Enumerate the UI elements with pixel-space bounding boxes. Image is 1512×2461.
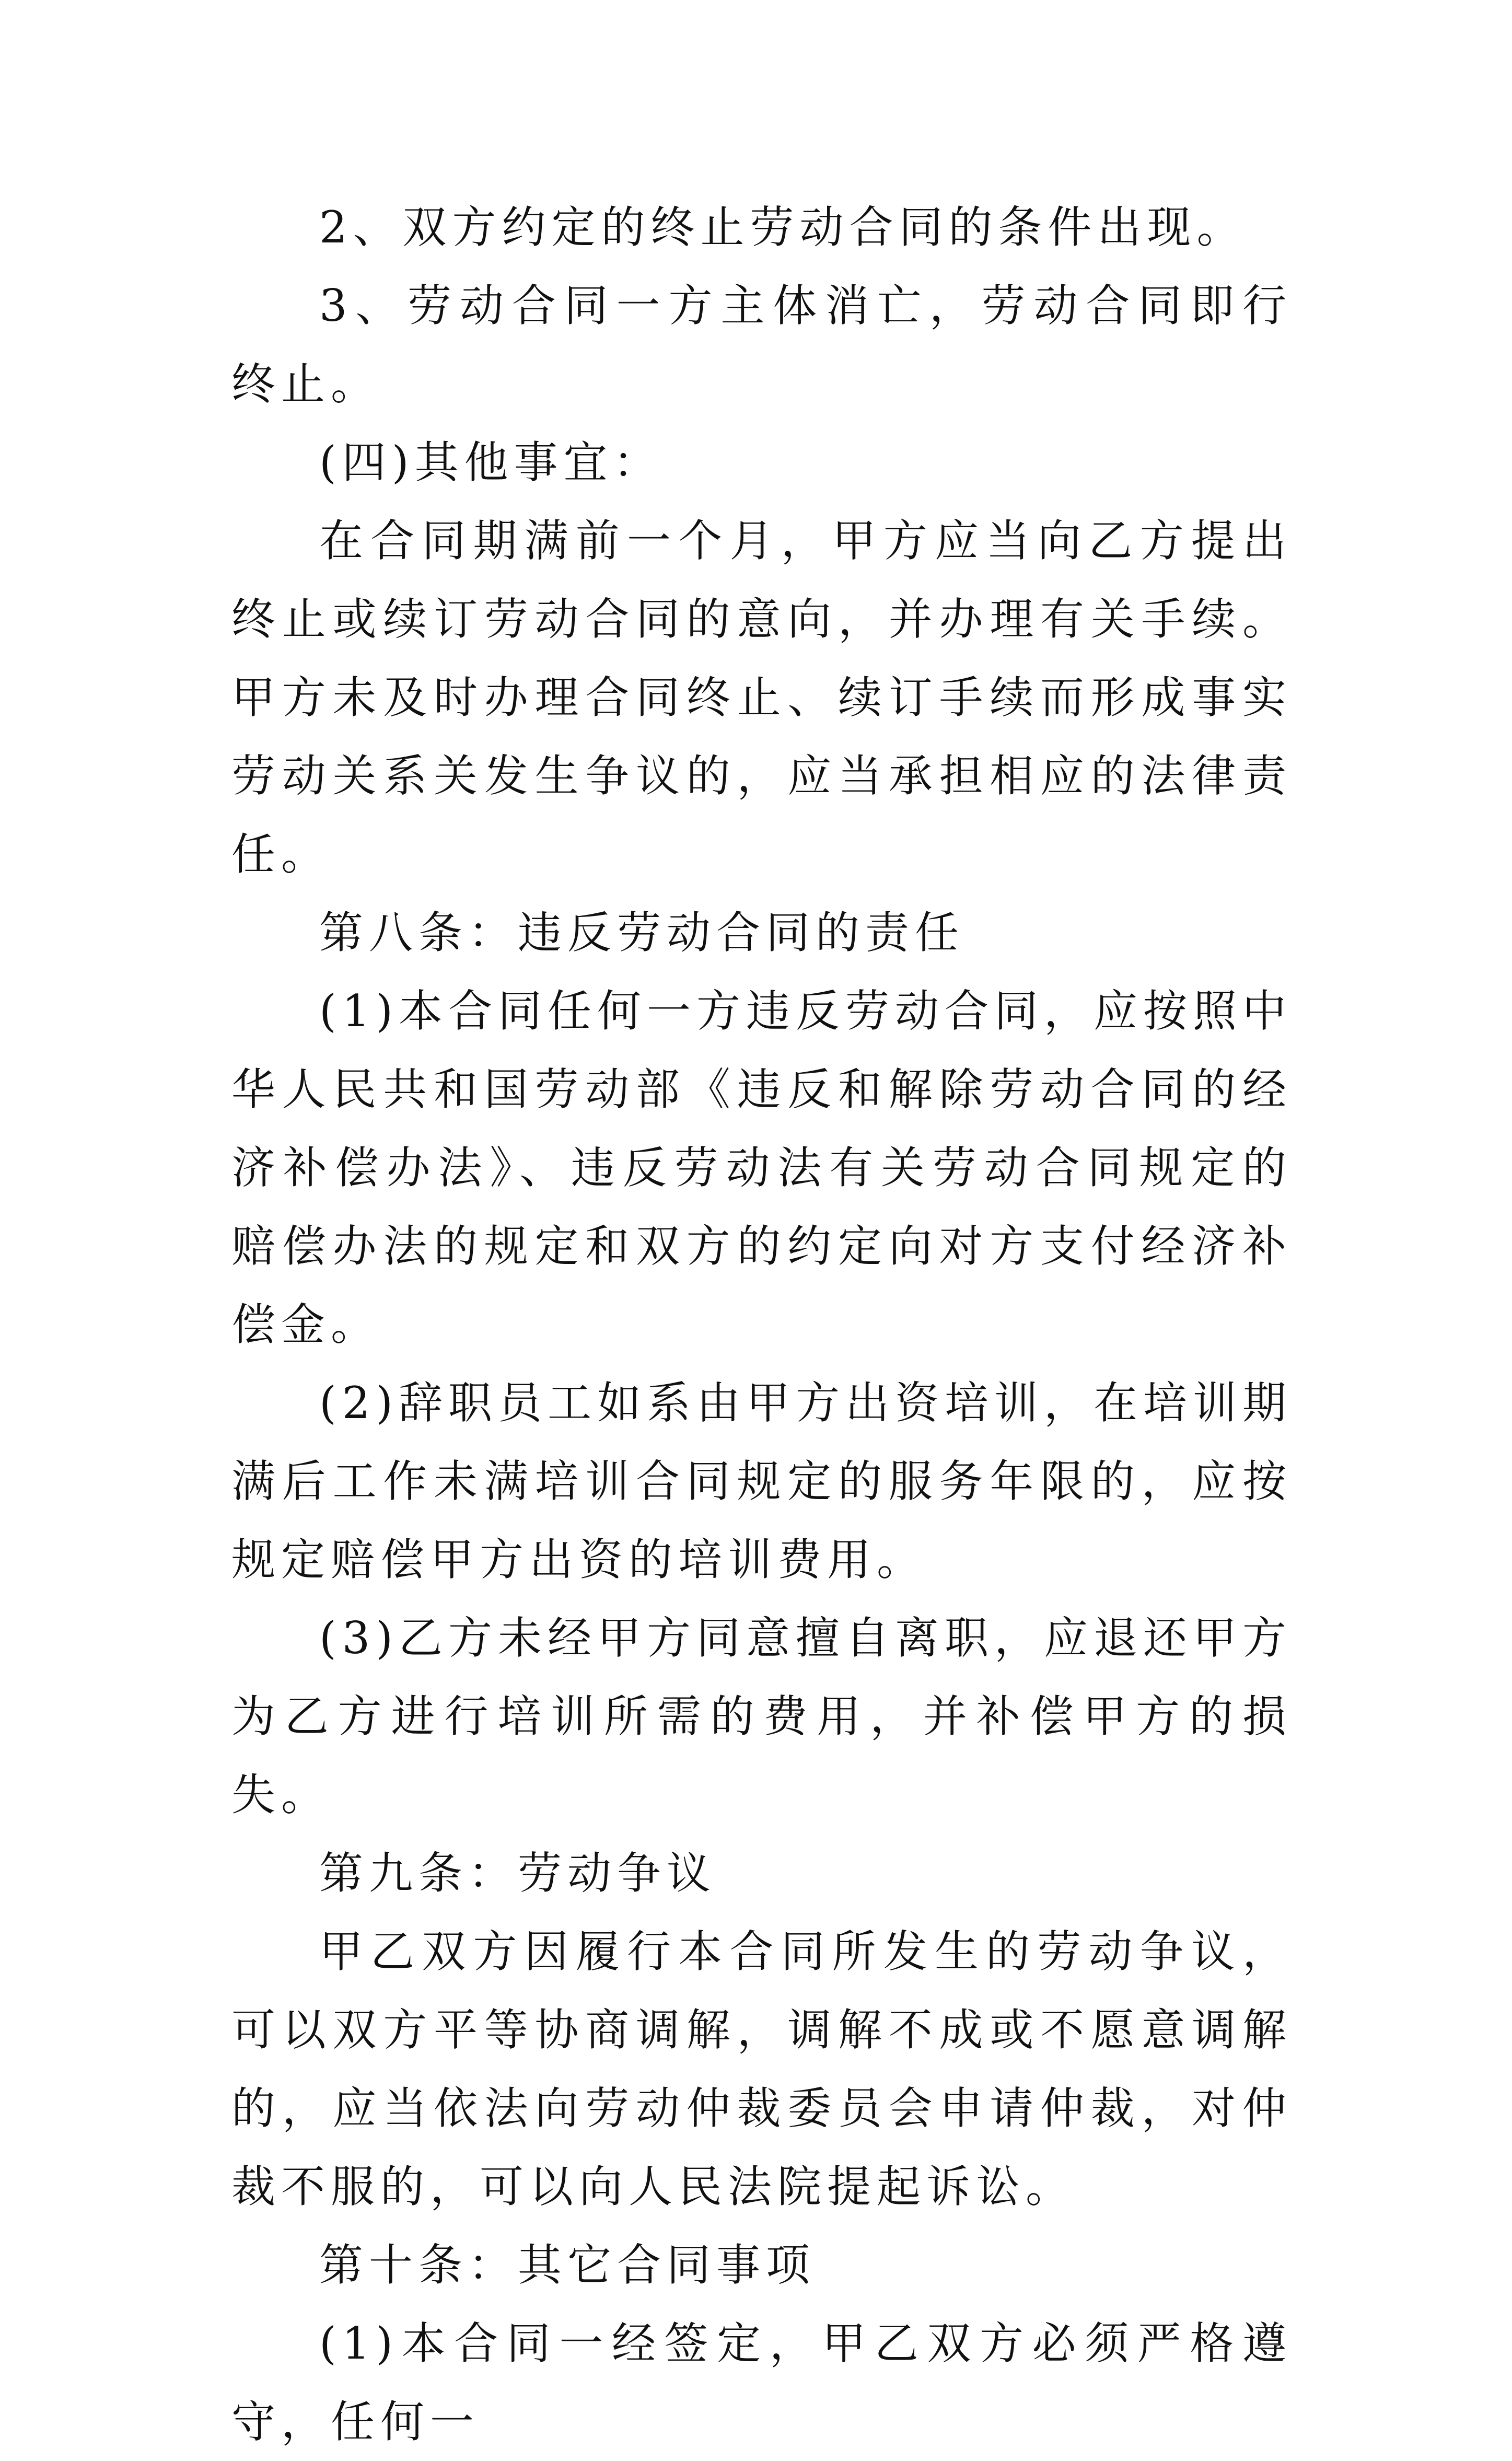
paragraph-unauthorized-leave: (3)乙方未经甲方同意擅自离职，应退还甲方为乙方进行培训所需的费用，并补偿甲方的损失。 [231,1612,1292,1820]
paragraph-termination-condition: 2、双方约定的终止劳动合同的条件出现。 [319,202,1247,253]
section-heading-other-matters: (四)其他事宜： [319,437,663,488]
paragraph-training-cost: (2)辞职员工如系由甲方出资培训，在培训期满后工作未满培训合同规定的服务年限的，应按规定赔偿甲方出资的培训费用。 [231,1377,1292,1585]
paragraph-party-extinction: 3、劳动合同一方主体消亡，劳动合同即行终止。 [231,280,1292,410]
paragraph-renewal-notice: 在合同期满前一个月，甲方应当向乙方提出终止或续订劳动合同的意向，并办理有关手续。甲方未及时办理合同终止、续订手续而形成事实劳动关系关发生争议的，应当承担相应的法律责任。 [231,515,1292,880]
document-body [231,188,1292,2461]
paragraph-breach-compensation: (1)本合同任何一方违反劳动合同，应按照中华人民共和国劳动部《违反和解除劳动合同的经济补偿办法》、违反劳动法有关劳动合同规定的赔偿办法的规定和双方的约定向对方支付经济补偿金。 [231,985,1292,1350]
article-8-heading: 第八条：违反劳动合同的责任 [319,907,965,958]
paragraph-labor-dispute: 甲乙双方因履行本合同所发生的劳动争议，可以双方平等协商调解，调解不成或不愿意调解的，应当依法向劳动仲裁委员会申请仲裁，对仲裁不服的，可以向人民法院提起诉讼。 [231,1926,1292,2212]
paragraph-contract-binding: (1)本合同一经签定，甲乙双方必须严格遵守，任何一 [231,2318,1292,2447]
article-10-heading: 第十条：其它合同事项 [319,2239,816,2291]
article-9-heading: 第九条：劳动争议 [319,1848,717,1899]
